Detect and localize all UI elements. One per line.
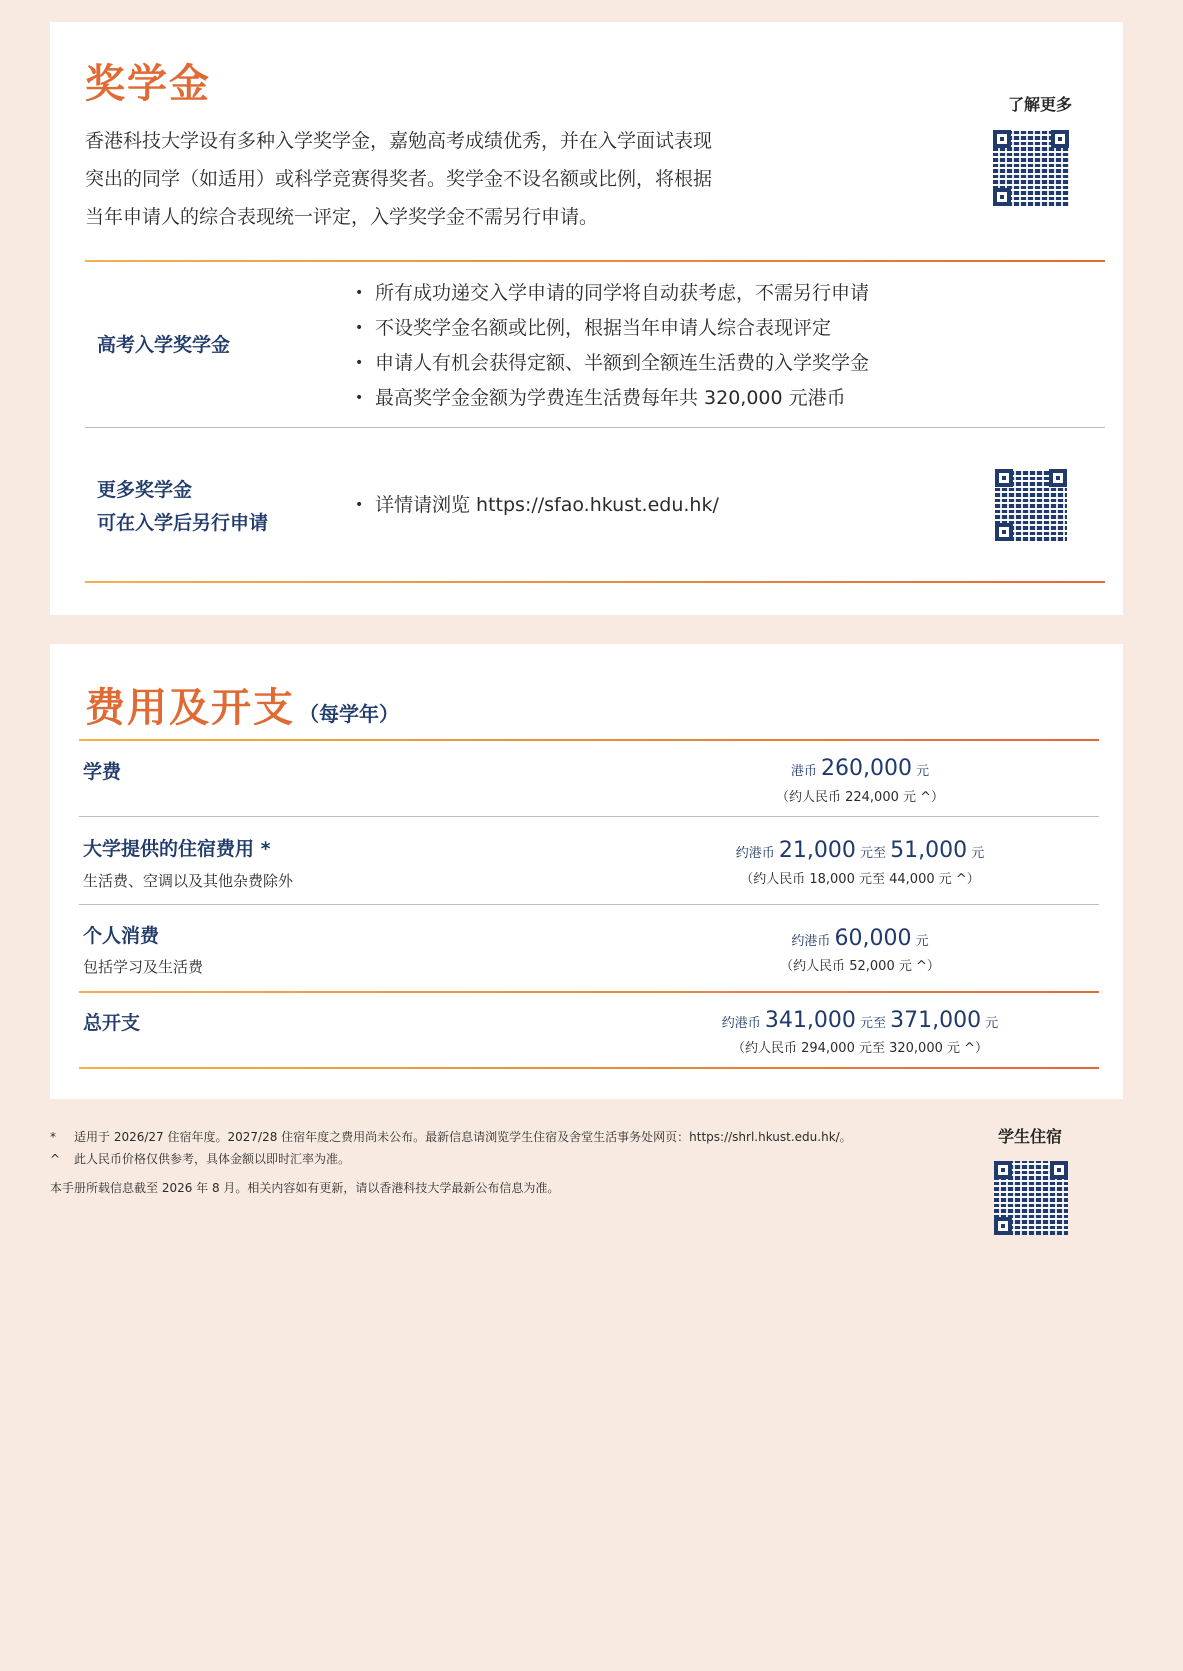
gaokao-bullet-list (355, 276, 869, 416)
fee-amount-total: 约港币 341,000 元至 371,000 元 (721, 1008, 999, 1033)
divider (79, 739, 1099, 741)
sfao-qr-icon[interactable] (995, 469, 1067, 541)
fees-title: 费用及开支 （每学年） (85, 685, 399, 731)
more-scholarship-label: 更多奖学金 可在入学后另行申请 (97, 479, 269, 534)
fee-rmb-total: （约人民币 294,000 元至 320,000 元 ^） (731, 1041, 989, 1056)
intro-line: 香港科技大学设有多种入学奖学金，嘉勉高考成绩优秀，并在入学面试表现 (85, 130, 713, 152)
more-scholarship-bullets (355, 488, 719, 523)
fee-amount-housing: 约港币 21,000 元至 51,000 元 (735, 838, 985, 863)
learn-more-qr-icon[interactable] (993, 130, 1069, 206)
fee-note-personal: 包括学习及生活费 (83, 958, 204, 976)
fee-rmb-housing: （约人民币 18,000 元至 44,000 元 ^） (740, 872, 980, 887)
scholarship-card (50, 22, 1123, 615)
divider (79, 816, 1099, 817)
divider (85, 581, 1105, 583)
divider (85, 260, 1105, 262)
sfao-link[interactable]: • 详情请浏览 https://sfao.hkust.edu.hk/ (355, 488, 719, 523)
list-item: • 申请人有机会获得定额、半额到全额连生活费的入学奖学金 (355, 346, 869, 381)
list-item: • 不设奖学金名额或比例，根据当年申请人综合表现评定 (355, 311, 869, 346)
list-item: • 最高奖学金金额为学费连生活费每年共 320,000 元港币 (355, 381, 869, 416)
divider (85, 427, 1105, 428)
scholarship-intro (85, 122, 785, 236)
intro-line: 突出的同学（如适用）或科学竞赛得奖者。奖学金不设名额或比例，将根据 (85, 168, 713, 190)
divider (79, 904, 1099, 905)
fee-rmb-personal: （约人民币 52,000 元 ^） (780, 959, 940, 974)
housing-qr-icon[interactable] (994, 1161, 1068, 1235)
fee-amount-personal: 约港币 60,000 元 (791, 926, 929, 951)
housing-label: 学生住宿 (997, 1127, 1062, 1146)
fee-label-housing: 大学提供的住宿费用 * (83, 838, 271, 860)
footnote-caret: ^ 此人民币价格仅供参考，具体金额以即时汇率为准。 (50, 1152, 351, 1166)
fees-card (50, 644, 1123, 1099)
fees-subtitle: （每学年） (299, 702, 399, 726)
divider (79, 991, 1099, 993)
scholarship-title: 奖学金 (85, 61, 211, 107)
intro-line: 当年申请人的综合表现统一评定，入学奖学金不需另行申请。 (85, 206, 599, 228)
gaokao-scholarship-label: 高考入学奖学金 (97, 334, 231, 356)
footnote-info: 本手册所载信息截至 2026 年 8 月。相关内容如有更新，请以香港科技大学最新公布信息为准。 (50, 1181, 560, 1195)
list-item: • 所有成功递交入学申请的同学将自动获考虑，不需另行申请 (355, 276, 869, 311)
fee-rmb-tuition: （约人民币 224,000 元 ^） (775, 790, 945, 805)
fee-label-total: 总开支 (83, 1012, 141, 1034)
fee-label-tuition: 学费 (83, 761, 122, 783)
learn-more-label: 了解更多 (1007, 95, 1072, 114)
divider (79, 1067, 1099, 1069)
fee-note-housing: 生活费、空调以及其他杂费除外 (83, 872, 294, 890)
footnote-star: * 适用于 2026/27 住宿年度。2027/28 住宿年度之费用尚未公布。最新信息请浏览学生住宿及舍堂生活事务处网页：https://shrl.hkust.edu.hk/。 (50, 1130, 852, 1144)
fee-amount-tuition: 港币 260,000 元 (790, 756, 930, 781)
fee-label-personal: 个人消费 (83, 925, 160, 947)
